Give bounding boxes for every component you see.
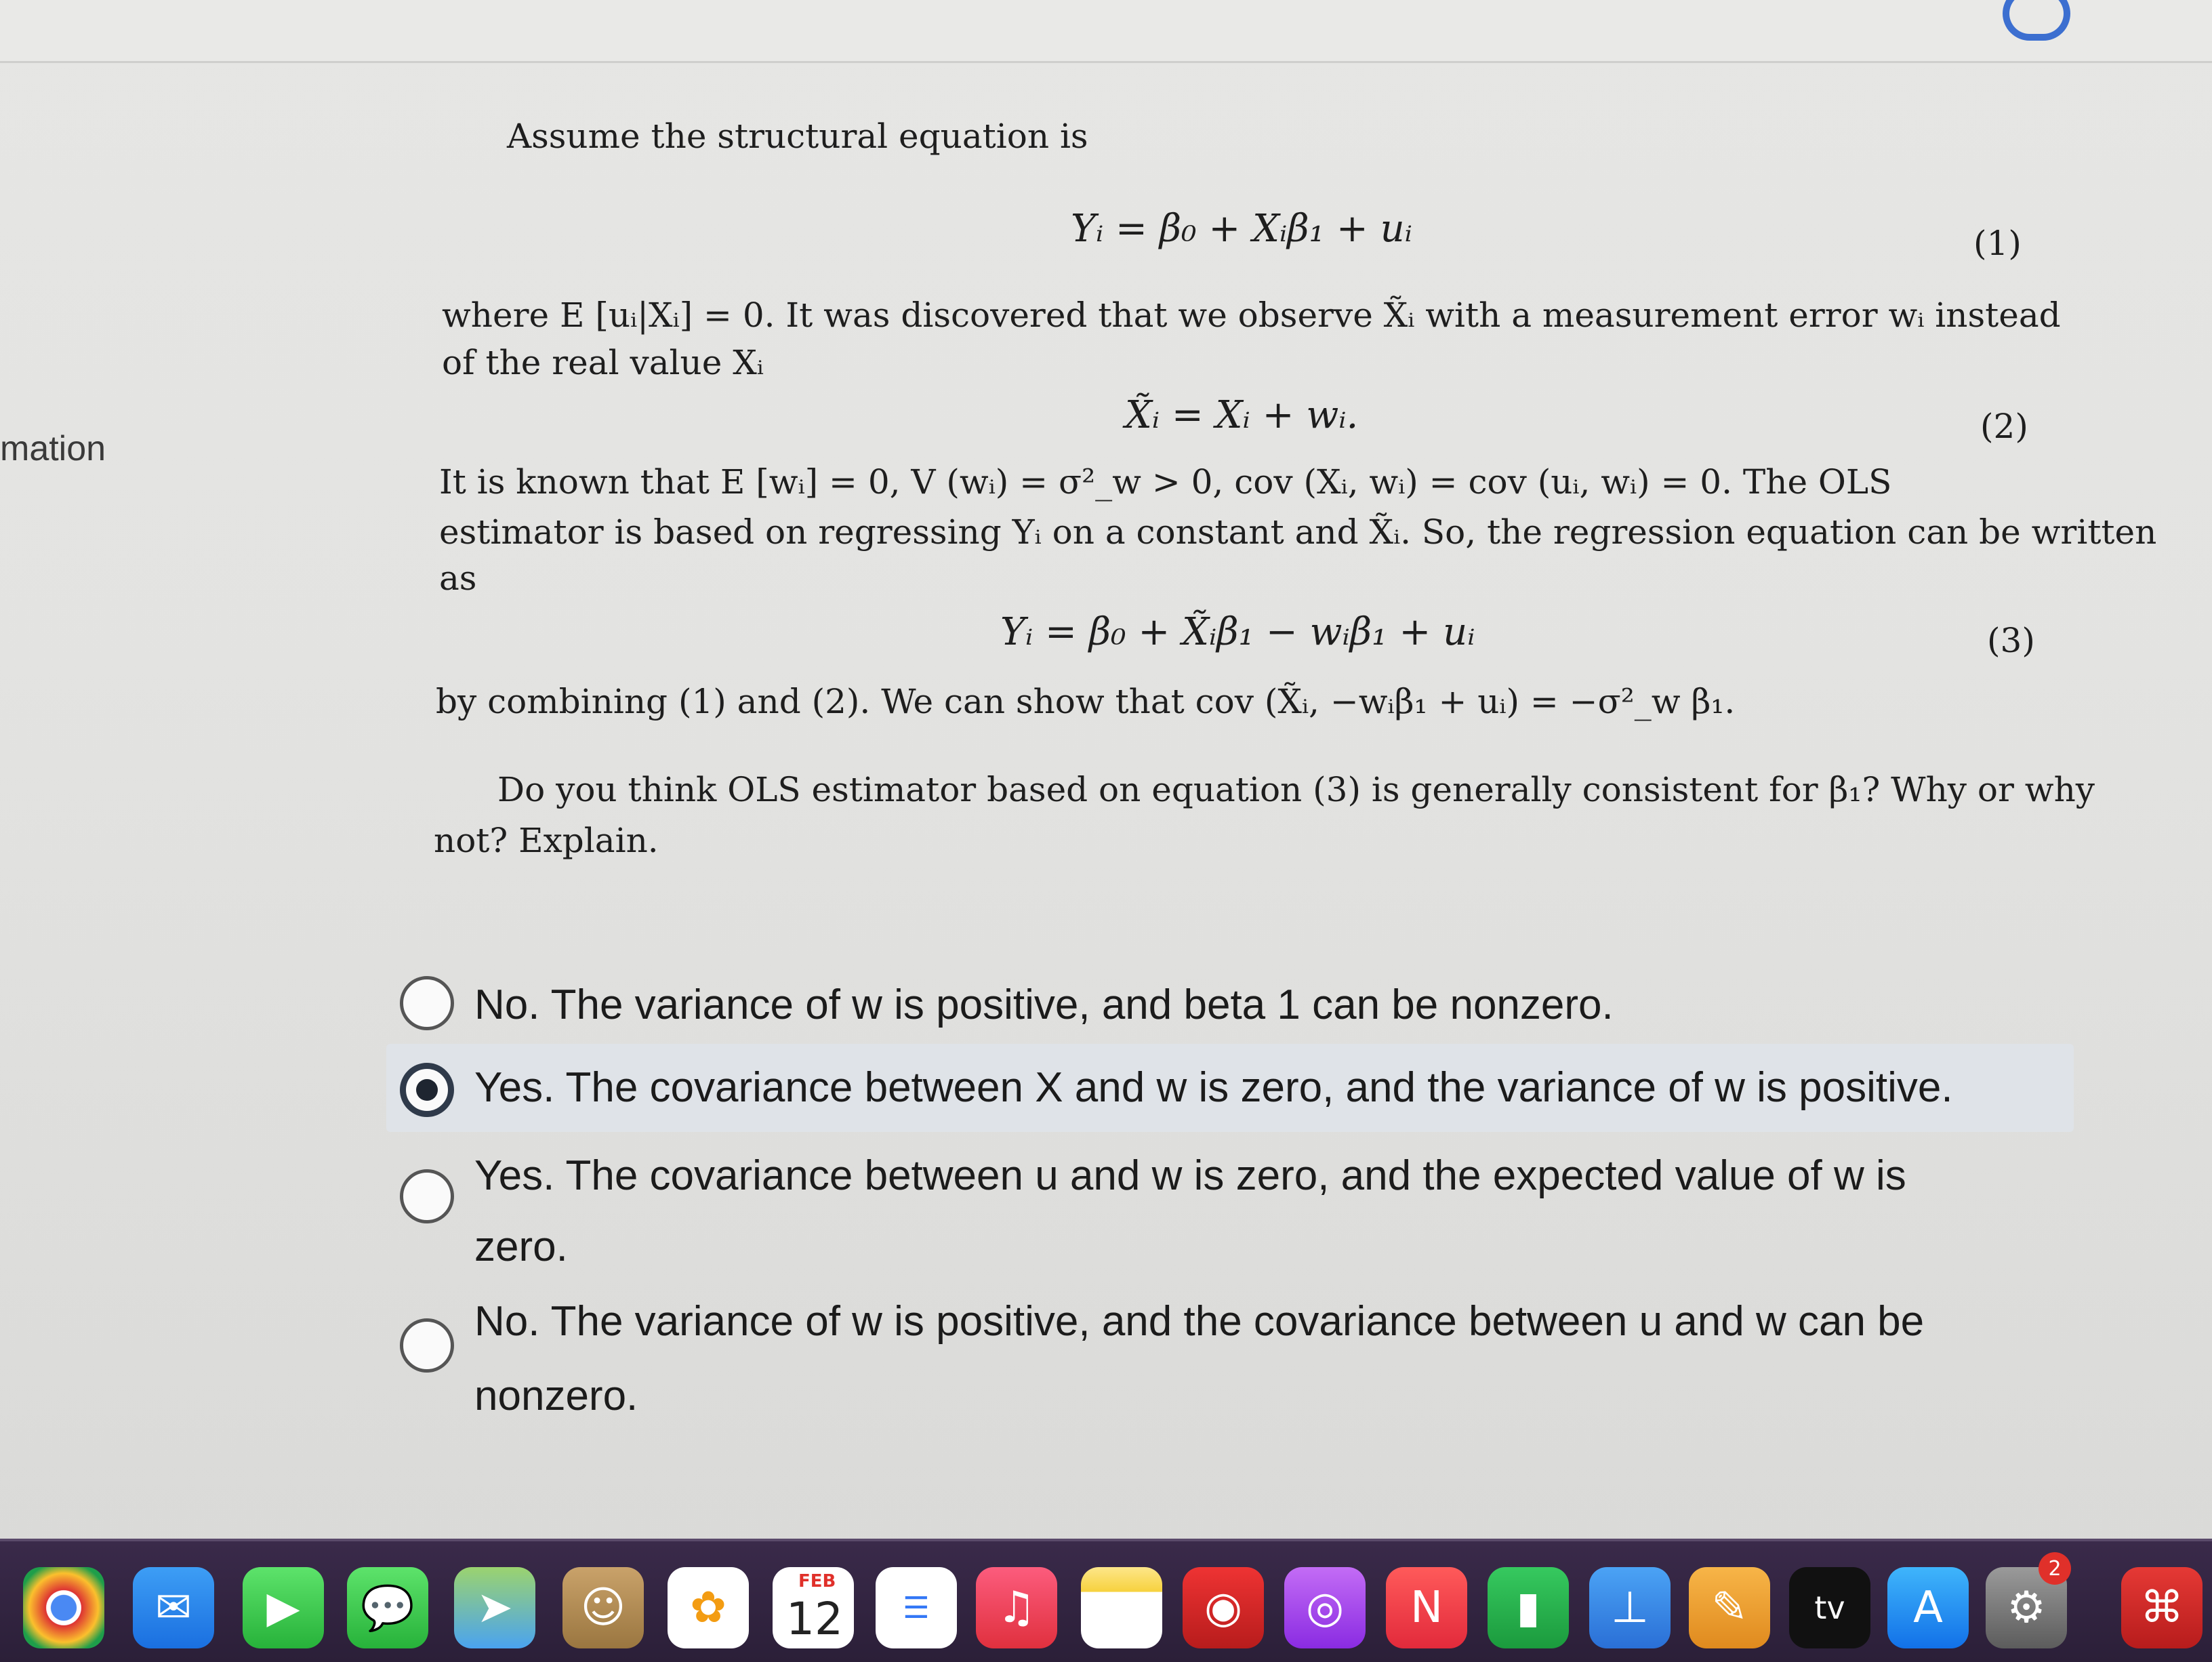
radio-button[interactable] xyxy=(400,1318,454,1373)
keynote-icon[interactable]: ⊥ xyxy=(1589,1567,1671,1648)
choice-label-line-2[interactable]: zero. xyxy=(474,1223,568,1270)
equation-3-number: (3) xyxy=(1987,621,2035,660)
appstore-icon[interactable]: A xyxy=(1887,1567,1969,1648)
choice-1[interactable] xyxy=(386,962,2074,1051)
choice-2[interactable] xyxy=(386,1044,2074,1132)
calendar-day: 12 xyxy=(786,1593,843,1645)
intro-text: Assume the structural equation is xyxy=(507,117,1088,156)
photos-icon[interactable]: ✿ xyxy=(668,1567,749,1648)
equation-2: X̃ᵢ = Xᵢ + wᵢ. xyxy=(1125,393,1359,437)
paragraph-2-line-3: as xyxy=(439,559,477,598)
choice-label[interactable]: Yes. The covariance between X and w is zero, and the variance of w is positive. xyxy=(474,1064,1953,1111)
prompt-line-2: not? Explain. xyxy=(434,821,659,860)
mail-icon[interactable]: ✉ xyxy=(133,1567,214,1648)
acrobat-icon[interactable]: ⌘ xyxy=(2121,1567,2203,1648)
podcasts-icon[interactable]: ◎ xyxy=(1284,1567,1366,1648)
equation-2-number: (2) xyxy=(1980,407,2028,446)
settings-icon[interactable]: ⚙ xyxy=(1986,1567,2067,1648)
equation-1: Yᵢ = β₀ + Xᵢβ₁ + uᵢ xyxy=(1071,207,1412,251)
news-icon[interactable]: N xyxy=(1386,1567,1467,1648)
chrome-icon[interactable] xyxy=(23,1567,104,1648)
paragraph-3: by combining (1) and (2). We can show that cov (X̃ᵢ, −wᵢβ₁ + uᵢ) = −σ²_w β₁. xyxy=(436,682,1736,721)
choice-4[interactable] xyxy=(386,1284,2074,1427)
appletv-icon[interactable] xyxy=(1789,1567,1870,1648)
music-icon[interactable]: ♫ xyxy=(976,1567,1057,1648)
radio-button-selected[interactable] xyxy=(400,1063,454,1117)
choice-label-line-1[interactable]: No. The variance of w is positive, and the covariance between u and w can be xyxy=(474,1298,1925,1345)
choice-label-line-2[interactable]: nonzero. xyxy=(474,1373,638,1419)
maps-icon[interactable]: ➤ xyxy=(454,1567,535,1648)
photobooth-icon[interactable]: ◉ xyxy=(1183,1567,1264,1648)
paragraph-2-line-1: It is known that E [wᵢ] = 0, V (wᵢ) = σ²_w > 0, cov (Xᵢ, wᵢ) = cov (uᵢ, wᵢ) = 0. The OLS xyxy=(439,462,1892,502)
notes-icon[interactable] xyxy=(1081,1567,1162,1648)
contacts-icon[interactable]: ☺ xyxy=(562,1567,644,1648)
choice-label[interactable]: No. The variance of w is positive, and beta 1 can be nonzero. xyxy=(474,981,1614,1028)
radio-button[interactable] xyxy=(400,1169,454,1223)
paragraph-1-line-1: where E [uᵢ|Xᵢ] = 0. It was discovered that we observe X̃ᵢ with a measurement error wᵢ instead xyxy=(442,296,2061,335)
settings-badge: 2 xyxy=(2039,1552,2071,1585)
choice-label-line-1[interactable]: Yes. The covariance between u and w is zero, and the expected value of w is xyxy=(474,1152,1906,1199)
sidebar-fragment[interactable]: mation xyxy=(0,429,106,468)
reminders-icon[interactable]: ☰ xyxy=(876,1567,957,1648)
equation-3: Yᵢ = β₀ + X̃ᵢβ₁ − wᵢβ₁ + uᵢ xyxy=(1000,610,1475,654)
pages-icon[interactable]: ✎ xyxy=(1689,1567,1770,1648)
paragraph-1-line-2: of the real value Xᵢ xyxy=(442,343,764,382)
facetime-icon[interactable]: ▶ xyxy=(243,1567,324,1648)
choice-3[interactable] xyxy=(386,1139,2074,1274)
equation-1-number: (1) xyxy=(1973,224,2022,263)
radio-button[interactable] xyxy=(400,976,454,1030)
appletv-label: tv xyxy=(1814,1589,1845,1626)
prompt-line-1: Do you think OLS estimator based on equation (3) is generally consistent for β₁? Why or why xyxy=(497,770,2095,809)
paragraph-2-line-2: estimator is based on regressing Yᵢ on a constant and X̃ᵢ. So, the regression equation can be written xyxy=(439,512,2157,552)
messages-icon[interactable]: 💬 xyxy=(347,1567,428,1648)
numbers-icon[interactable]: ▮ xyxy=(1488,1567,1569,1648)
calendar-month: FEB xyxy=(798,1571,836,1592)
